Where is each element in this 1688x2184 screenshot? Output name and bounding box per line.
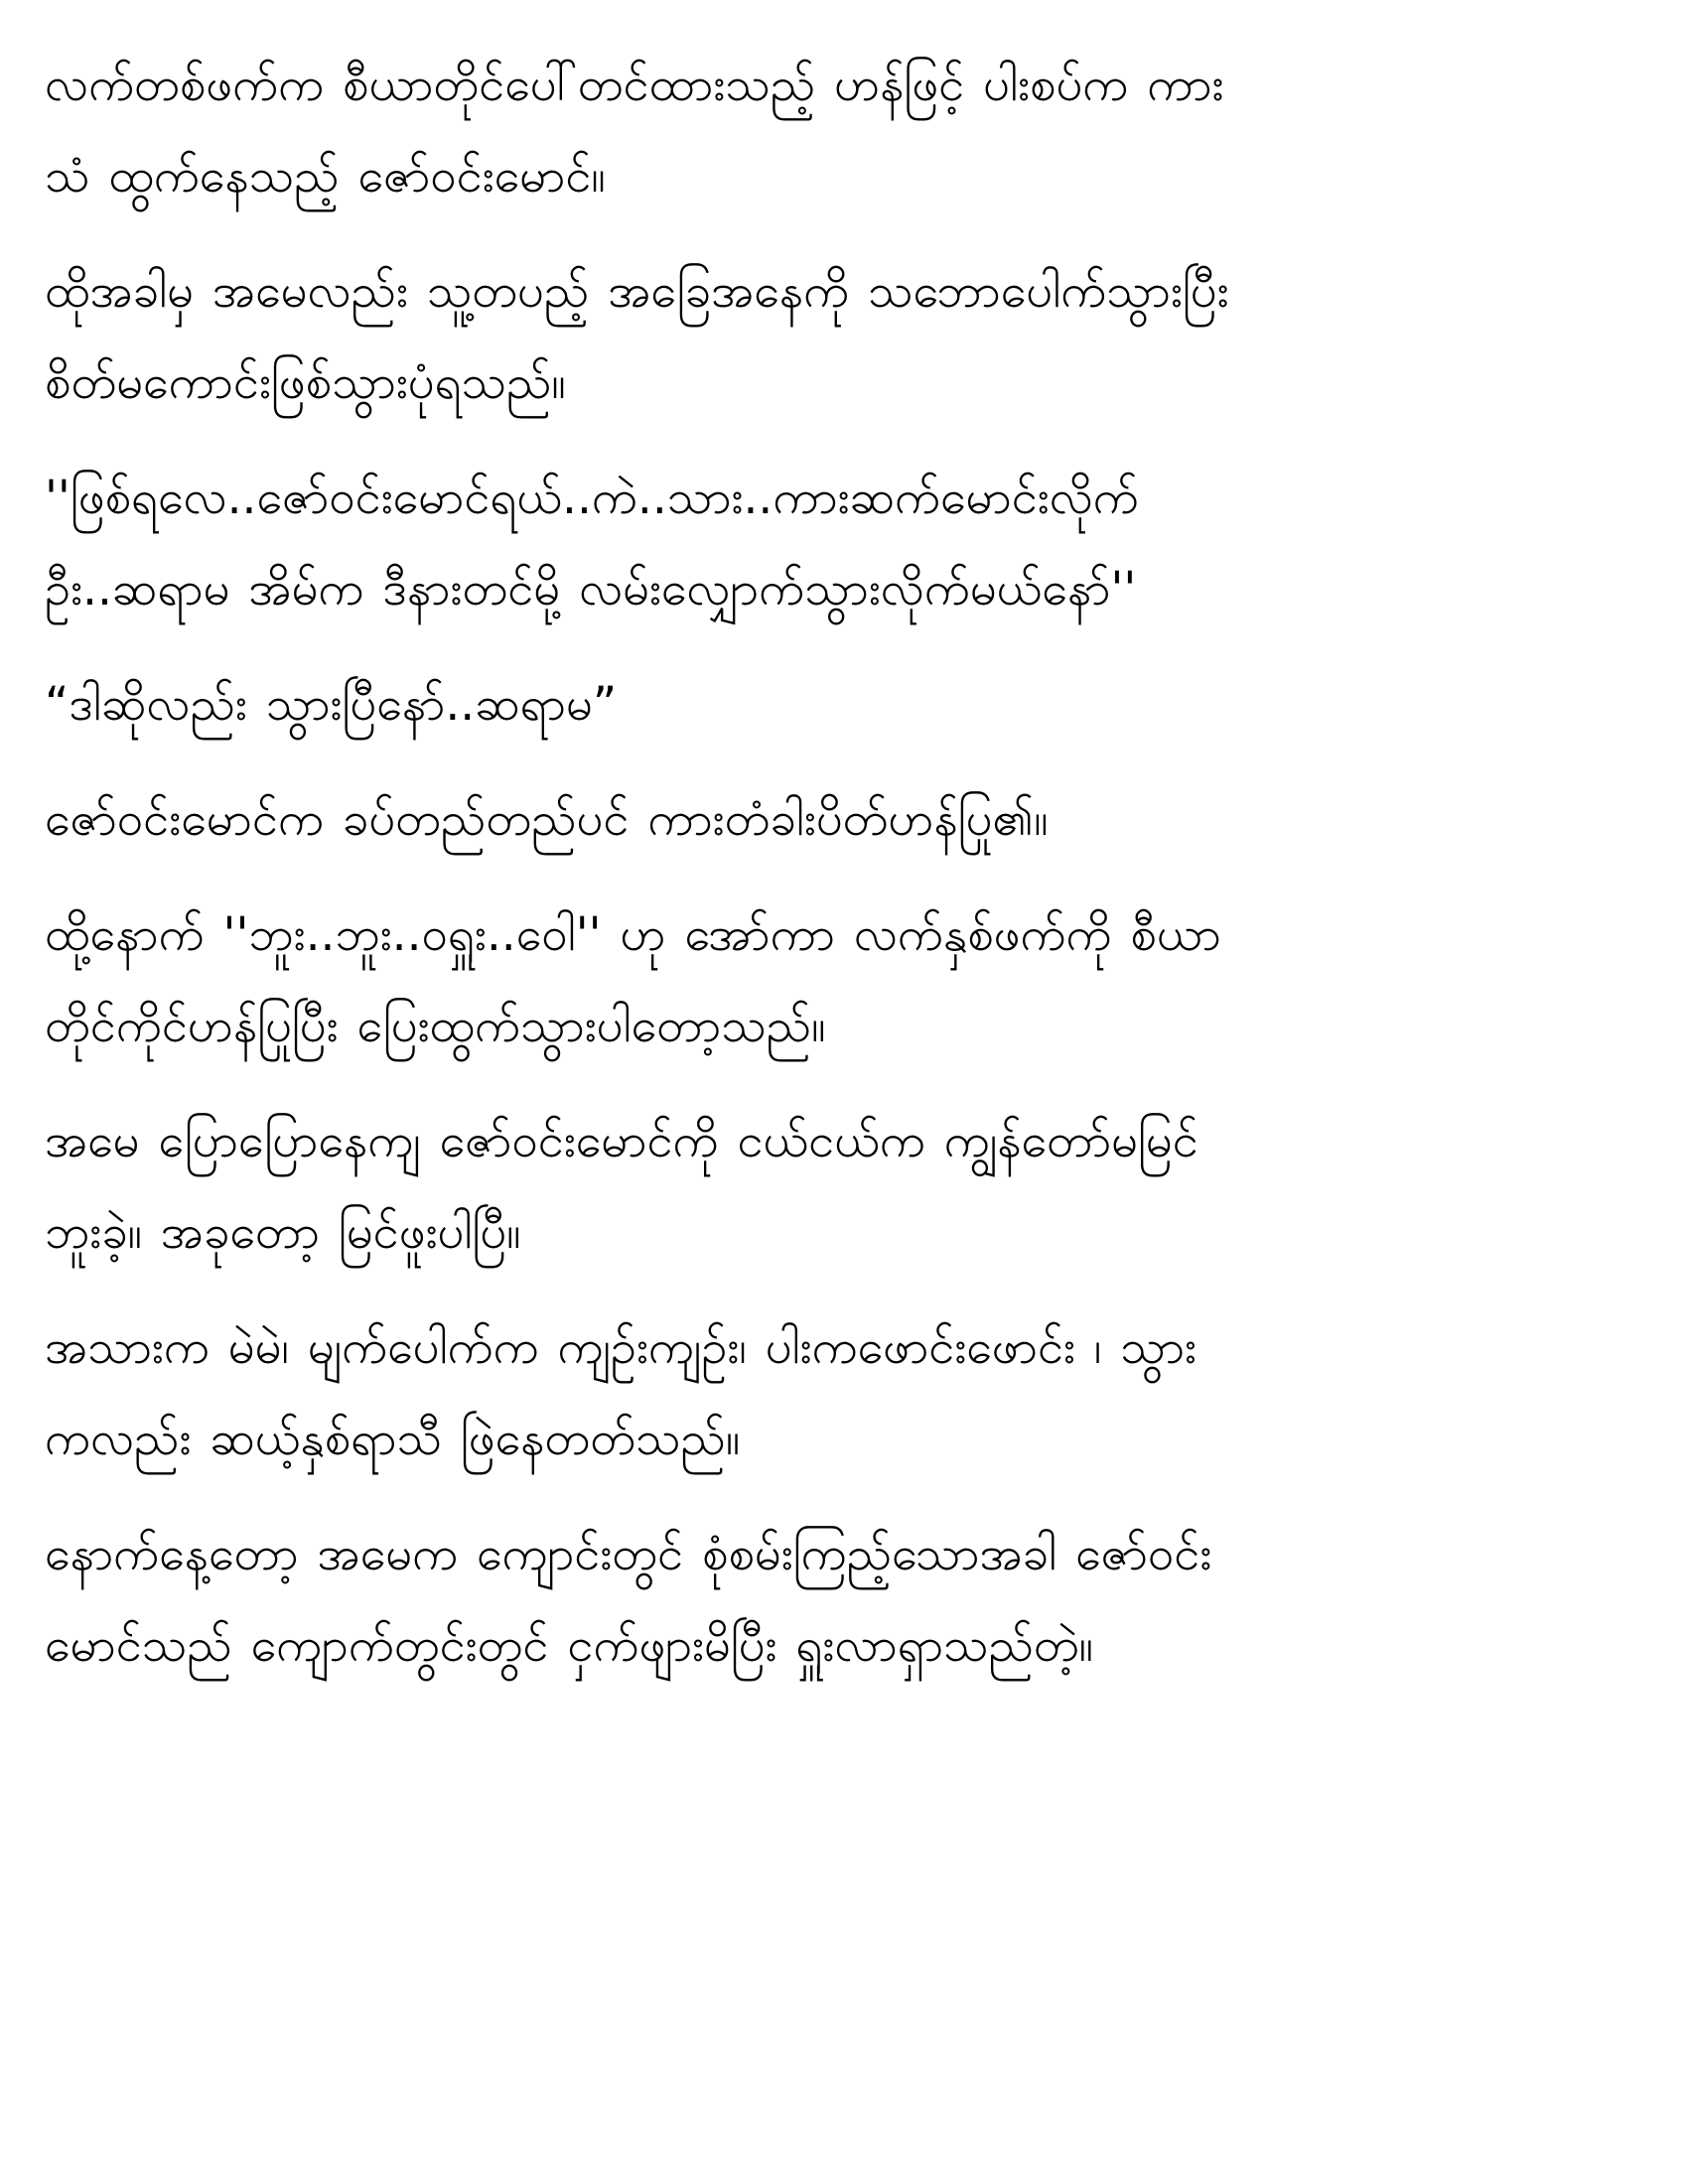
paragraph-line: ကလည်း ဆယ့်နှစ်ရာသီ ဖြဲနေတတ်သည်။ [45, 1412, 741, 1466]
paragraph-9 [45, 1509, 1643, 1692]
paragraph-line: ''ဖြစ်ရလေ..ဇော်ဝင်းမောင်ရယ်..ကဲ..သား..ကားဆက်မောင်းလိုက် [45, 471, 1139, 525]
paragraph-3 [45, 453, 1643, 635]
paragraph-line: ဦး..ဆရာမ အိမ်က ဒီနားတင်မို့ လမ်းလျှောက်သွားလိုက်မယ်နော်'' [45, 562, 1137, 616]
paragraph-line: နောက်နေ့တော့ အမေက ကျောင်းတွင် စုံစမ်းကြည့်သောအခါ ဇော်ဝင်း [45, 1527, 1212, 1581]
paragraph-1 [45, 40, 1643, 222]
paragraph-line: စိတ်မကောင်းဖြစ်သွားပုံရသည်။ [45, 355, 566, 410]
paragraph-line: အသားက မဲမဲ၊ မျက်ပေါက်က ကျဉ်းကျဉ်း၊ ပါးကဖောင်းဖောင်း ၊ သွား [45, 1320, 1196, 1375]
paragraph-7 [45, 1096, 1643, 1279]
paragraph-line: သံ ထွက်နေသည့် ဇော်ဝင်းမောင်။ [45, 149, 606, 204]
paragraph-2 [45, 246, 1643, 429]
paragraph-line: ထို့နောက် ''ဘူး..ဘူး..ဝရှူး..ဝေါ'' ဟု အော်ကာ လက်နှစ်ဖက်ကို စီယာ [45, 907, 1221, 962]
paragraph-line: အမေ ပြောပြောနေကျ ဇော်ဝင်းမောင်ကို ငယ်ငယ်က ကျွန်တော်မမြင် [45, 1114, 1198, 1168]
paragraph-line: ထိုအခါမှ အမေလည်း သူ့တပည့် အခြေအနေကို သဘောပေါက်သွားပြီး [45, 264, 1229, 319]
paragraph-line: တိုင်ကိုင်ဟန်ပြုပြီး ပြေးထွက်သွားပါတော့သည်။ [45, 999, 826, 1053]
paragraph-line: လက်တစ်ဖက်က စီယာတိုင်ပေါ်တင်ထားသည့် ဟန်ဖြင့် ပါးစပ်က ကား [45, 58, 1224, 112]
paragraph-8 [45, 1302, 1643, 1485]
paragraph-line: “ဒါဆိုလည်း သွားပြီနော်..ဆရာမ” [45, 677, 618, 732]
paragraph-5 [45, 774, 1643, 866]
paragraph-line: ဇော်ဝင်းမောင်က ခပ်တည်တည်ပင် ကားတံခါးပိတ်ဟန်ပြု၏။ [45, 792, 1049, 847]
paragraph-line: ဘူးခဲ့။ အခုတော့ မြင်ဖူးပါပြီ။ [45, 1205, 521, 1260]
paragraph-6 [45, 889, 1643, 1072]
paragraph-line: မောင်သည် ကျောက်တွင်းတွင် ငှက်ဖျားမိပြီး ရှူးလာရှာသည်တဲ့။ [45, 1618, 1093, 1673]
paragraph-4 [45, 659, 1643, 751]
